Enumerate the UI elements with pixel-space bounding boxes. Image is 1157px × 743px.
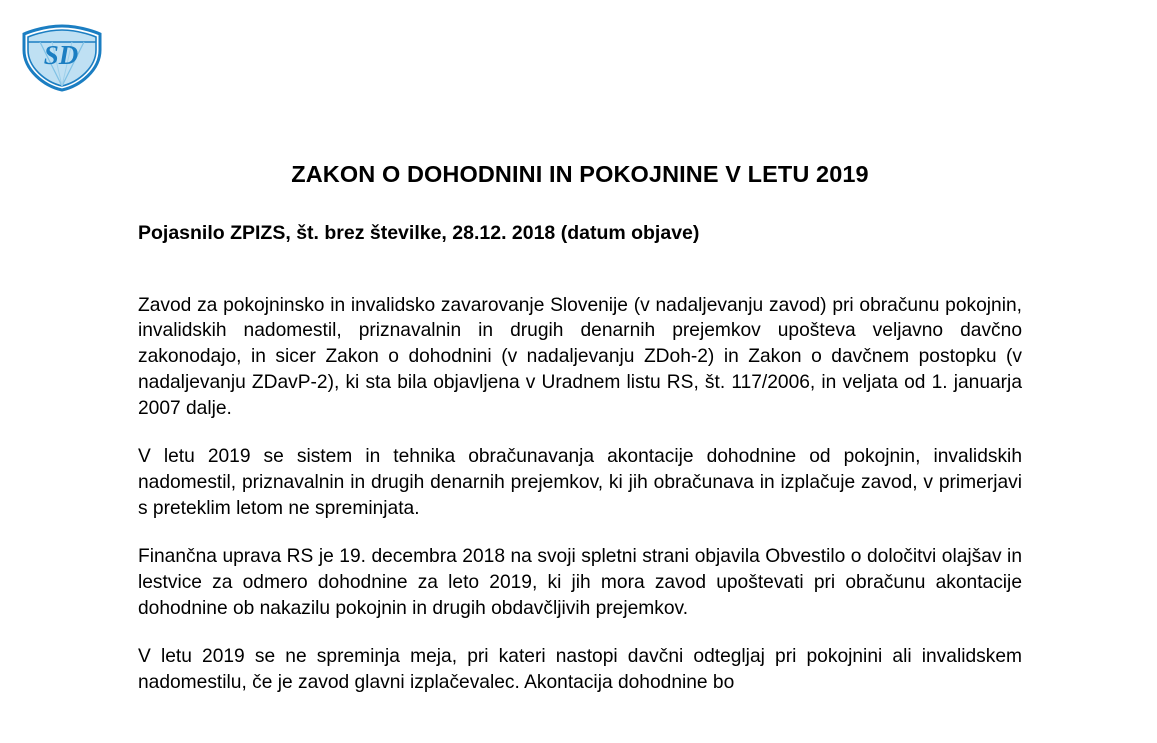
page-title: ZAKON O DOHODNINI IN POKOJNINE V LETU 2019 <box>291 161 869 187</box>
sd-shield-logo-icon <box>18 24 106 92</box>
paragraph: V letu 2019 se sistem in tehnika obračunavanja akontacije dohodnine od pokojnin, invalidskih nadomestil, priznavalnin in drugih denarnih prejemkov, ki jih obračunava in izplačuje zavod, v primerjavi s preteklim letom ne spreminjata. <box>138 446 1022 520</box>
paragraph: Zavod za pokojninsko in invalidsko zavarovanje Slovenije (v nadaljevanju zavod) pri obračunu pokojnin, invalidskih nadomestil, priznavalnin in drugih denarnih prejemkov upošteva veljavno davčno zakonodajo, in sicer Zakon o dohodnini (v nadaljevanju ZDoh-2) in Zakon o davčnem postopku (v nadaljevanju ZDavP-2), ki sta bila objavljena v Uradnem listu RS, št. 117/2006, in veljata od 1. januarja 2007 dalje. <box>138 294 1022 420</box>
document-subtitle: Pojasnilo ZPIZS, št. brez številke, 28.12. 2018 (datum objave) <box>138 222 700 245</box>
paragraph: V letu 2019 se ne spreminja meja, pri kateri nastopi davčni odtegljaj pri pokojnini ali invalidskem nadomestilu, če je zavod glavni izplačevalec. Akontacija dohodnine bo <box>138 645 1022 693</box>
page-bottom-clip <box>0 737 1157 743</box>
document-body <box>138 0 1022 696</box>
svg-text:SD: SD <box>43 40 79 70</box>
paragraph-list <box>138 246 1022 696</box>
paragraph: Finančna uprava RS je 19. decembra 2018 na svoji spletni strani objavila Obvestilo o določitvi olajšav in lestvice za odmero dohodnine za leto 2019, ki jih mora zavod upoštevati pri obračunu akontacije dohodnine ob nakazilu pokojnin in drugih obdavčljivih prejemkov. <box>138 545 1022 619</box>
